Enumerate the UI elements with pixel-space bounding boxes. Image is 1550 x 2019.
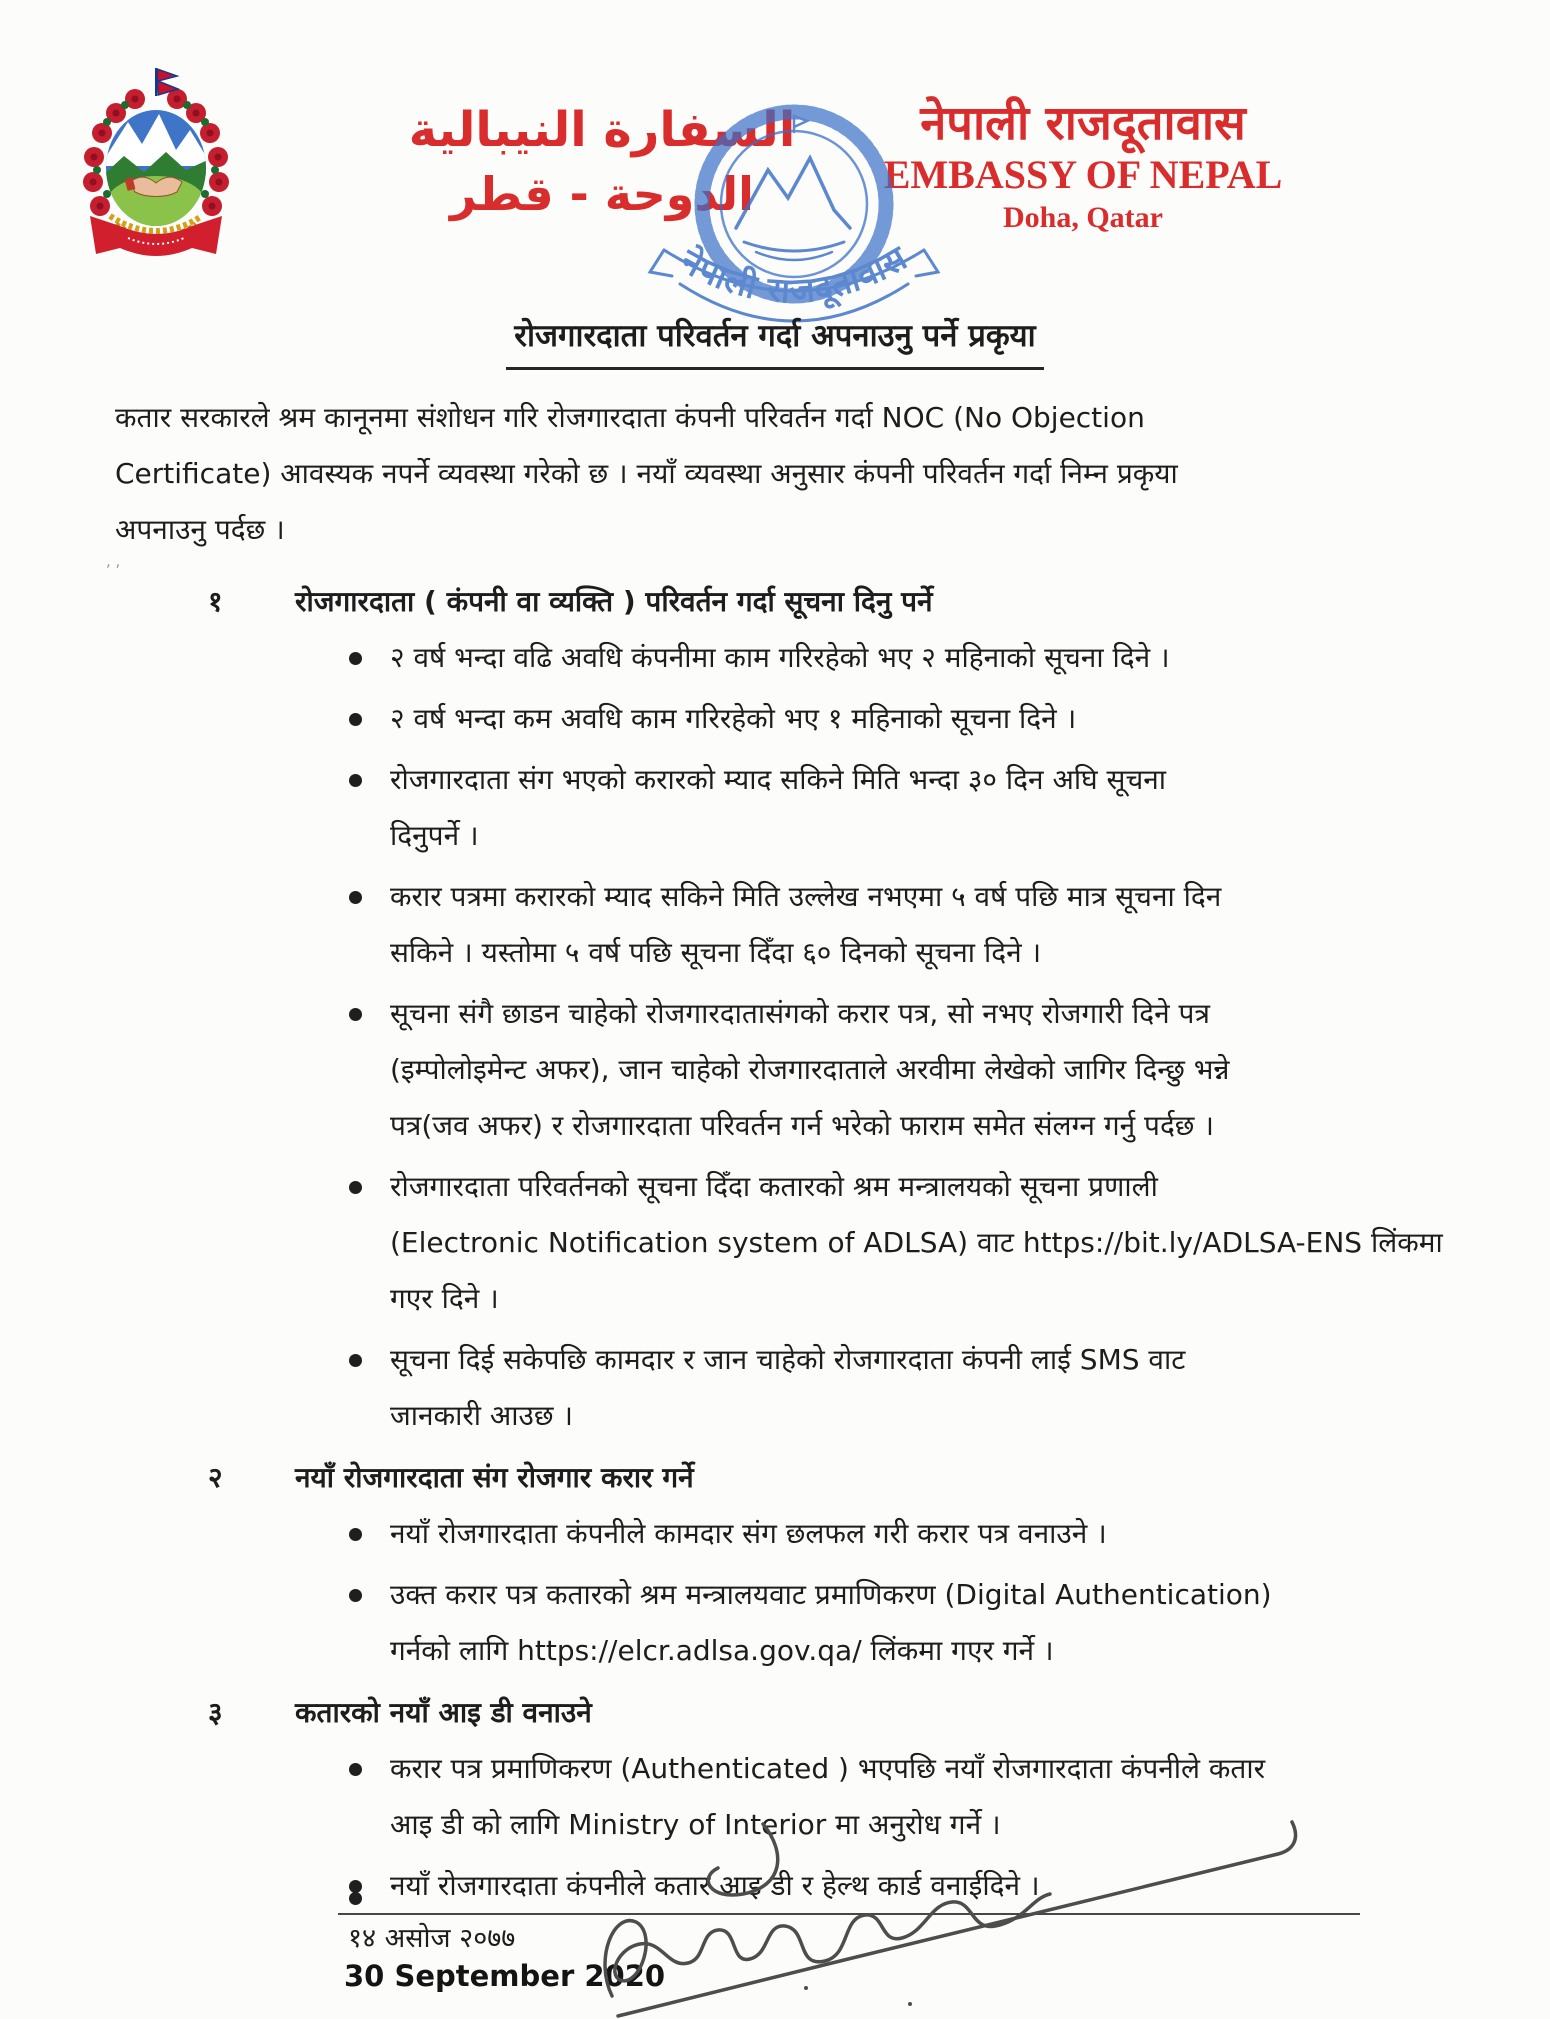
bullet-icon [349, 1892, 362, 1905]
list-item-line: सकिने । यस्तोमा ५ वर्ष पछि सूचना दिँदा ६० दिनको सूचना दिने । [390, 936, 1042, 969]
list-item-line: गएर दिने । [390, 1282, 499, 1315]
bullet-icon [349, 1354, 362, 1367]
section-heading: नयाँ रोजगारदाता संग रोजगार करार गर्ने [295, 1461, 694, 1494]
list-item-line: दिनुपर्ने । [390, 819, 479, 852]
list-item-line: २ वर्ष भन्दा कम अवधि काम गरिरहेको भए १ महिनाको सूचना दिने । [390, 702, 1077, 735]
bullet-icon [349, 1008, 362, 1021]
embassy-ink-stamp [628, 100, 964, 344]
intro-line: कतार सरकारले श्रम कानूनमा संशोधन गरि रोजगारदाता कंपनी परिवर्तन गर्दा NOC (No Objection [115, 401, 1145, 434]
list-item-line: रोजगारदाता संग भएको करारको म्याद सकिने मिति भन्दा ३० दिन अघि सूचना [390, 763, 1167, 796]
list-item-line: रोजगारदाता परिवर्तनको सूचना दिँदा कतारको श्रम मन्त्रालयको सूचना प्रणाली [390, 1170, 1158, 1203]
list-item-line: गर्नको लागि https://elcr.adlsa.gov.qa/ लिंकमा गएर गर्ने । [390, 1634, 1054, 1667]
bullet-icon [349, 713, 362, 726]
list-item-line: आइ डी को लागि Ministry of Interior मा अनुरोध गर्ने । [390, 1808, 1001, 1841]
list-item-line: (Electronic Notification system of ADLSA) वाट https://bit.ly/ADLSA-ENS लिंकमा [390, 1226, 1443, 1259]
embassy-location: Doha, Qatar [1003, 201, 1163, 235]
section-heading: रोजगारदाता ( कंपनी वा व्यक्ति ) परिवर्तन गर्दा सूचना दिनु पर्ने [295, 585, 933, 618]
bullet-icon [349, 774, 362, 787]
list-item [0, 752, 1550, 864]
list-item [0, 1567, 1550, 1679]
list-item [0, 1159, 1550, 1327]
bullet-icon [349, 652, 362, 665]
embassy-name-arabic: السفارة النيبالية [408, 102, 796, 158]
date-english: 30 September 2020 [344, 1959, 666, 1993]
nepal-coat-of-arms [80, 66, 232, 268]
section-3 [0, 1685, 1550, 1914]
list-item [0, 869, 1550, 981]
list-item [0, 1506, 1550, 1562]
list-item [0, 986, 1550, 1154]
list-item-line: उक्त करार पत्र कतारको श्रम मन्त्रालयवाट प्रमाणिकरण (Digital Authentication) [390, 1578, 1272, 1611]
embassy-name-english: EMBASSY OF NEPAL [883, 152, 1283, 198]
list-item [0, 630, 1550, 686]
list-item [0, 1858, 1550, 1914]
letter-body [0, 390, 1550, 1919]
list-item [0, 1332, 1550, 1444]
stamp-text: नेपाली राजदूतावास [673, 237, 915, 312]
bullet-icon [349, 1763, 362, 1776]
section-1 [0, 574, 1550, 1444]
list-item-line: सूचना संगै छाडन चाहेको रोजगारदातासंगको करार पत्र, सो नभए रोजगारी दिने पत्र [390, 997, 1210, 1030]
section-2 [0, 1450, 1550, 1679]
list-item-line: करार पत्र प्रमाणिकरण (Authenticated ) भएपछि नयाँ रोजगारदाता कंपनीले कतार [390, 1752, 1266, 1785]
date-nepali: १४ असोज २०७७ [348, 1923, 516, 1954]
list-item-line: करार पत्रमा करारको म्याद सकिने मिति उल्लेख नभएमा ५ वर्ष पछि मात्र सूचना दिन [390, 880, 1222, 913]
document-title: रोजगारदाता परिवर्तन गर्दा अपनाउनु पर्ने प्रकृया [506, 314, 1043, 370]
intro-line: अपनाउनु पर्दछ । [115, 513, 285, 546]
document-title-wrap [0, 314, 1550, 370]
intro-line: Certificate) आवस्यक नपर्ने व्यवस्था गरेको छ । नयाँ व्यवस्था अनुसार कंपनी परिवर्तन गर्दा निम्न प्रकृया [115, 457, 1178, 490]
list-item [0, 1741, 1550, 1853]
list-item-line: नयाँ रोजगारदाता कंपनीले कामदार संग छलफल गरी करार पत्र वनाउने । [390, 1517, 1107, 1550]
list-item-line: पत्र(जव अफर) र रोजगारदाता परिवर्तन गर्न भरेको फाराम समेत संलग्न गर्नु पर्दछ । [390, 1109, 1214, 1142]
signature-rule [338, 1913, 1360, 1915]
bullet-icon [349, 1181, 362, 1194]
embassy-name-nepali: नेपाली राजदूतावास [920, 96, 1246, 151]
list-item-line: नयाँ रोजगारदाता कंपनीले कतार आइ डी र हेल्थ कार्ड वनाईदिने । [390, 1869, 1040, 1902]
scan-artifact: , , [106, 552, 121, 570]
list-item [0, 691, 1550, 747]
bullet-icon [349, 891, 362, 904]
section-number: ३ [208, 1696, 223, 1729]
bullet-icon [349, 1589, 362, 1602]
bullet-icon [349, 1528, 362, 1541]
list-item-line: जानकारी आउछ । [390, 1399, 574, 1432]
intro-paragraph [0, 390, 1550, 558]
list-item-line: सूचना दिई सकेपछि कामदार र जान चाहेको रोजगारदाता कंपनी लाई SMS वाट [390, 1343, 1186, 1376]
section-heading: कतारको नयाँ आइ डी वनाउने [295, 1696, 592, 1729]
list-item-line: २ वर्ष भन्दा वढि अवधि कंपनीमा काम गरिरहेको भए २ महिनाको सूचना दिने । [390, 641, 1170, 674]
section-number: १ [208, 585, 223, 618]
list-item-line: (इम्पोलोइमेन्ट अफर), जान चाहेको रोजगारदाताले अरवीमा लेखेको जागिर दिन्छु भन्ने [390, 1053, 1230, 1086]
embassy-location-arabic: الدوحة - قطر [450, 166, 754, 221]
section-number: २ [208, 1461, 223, 1494]
